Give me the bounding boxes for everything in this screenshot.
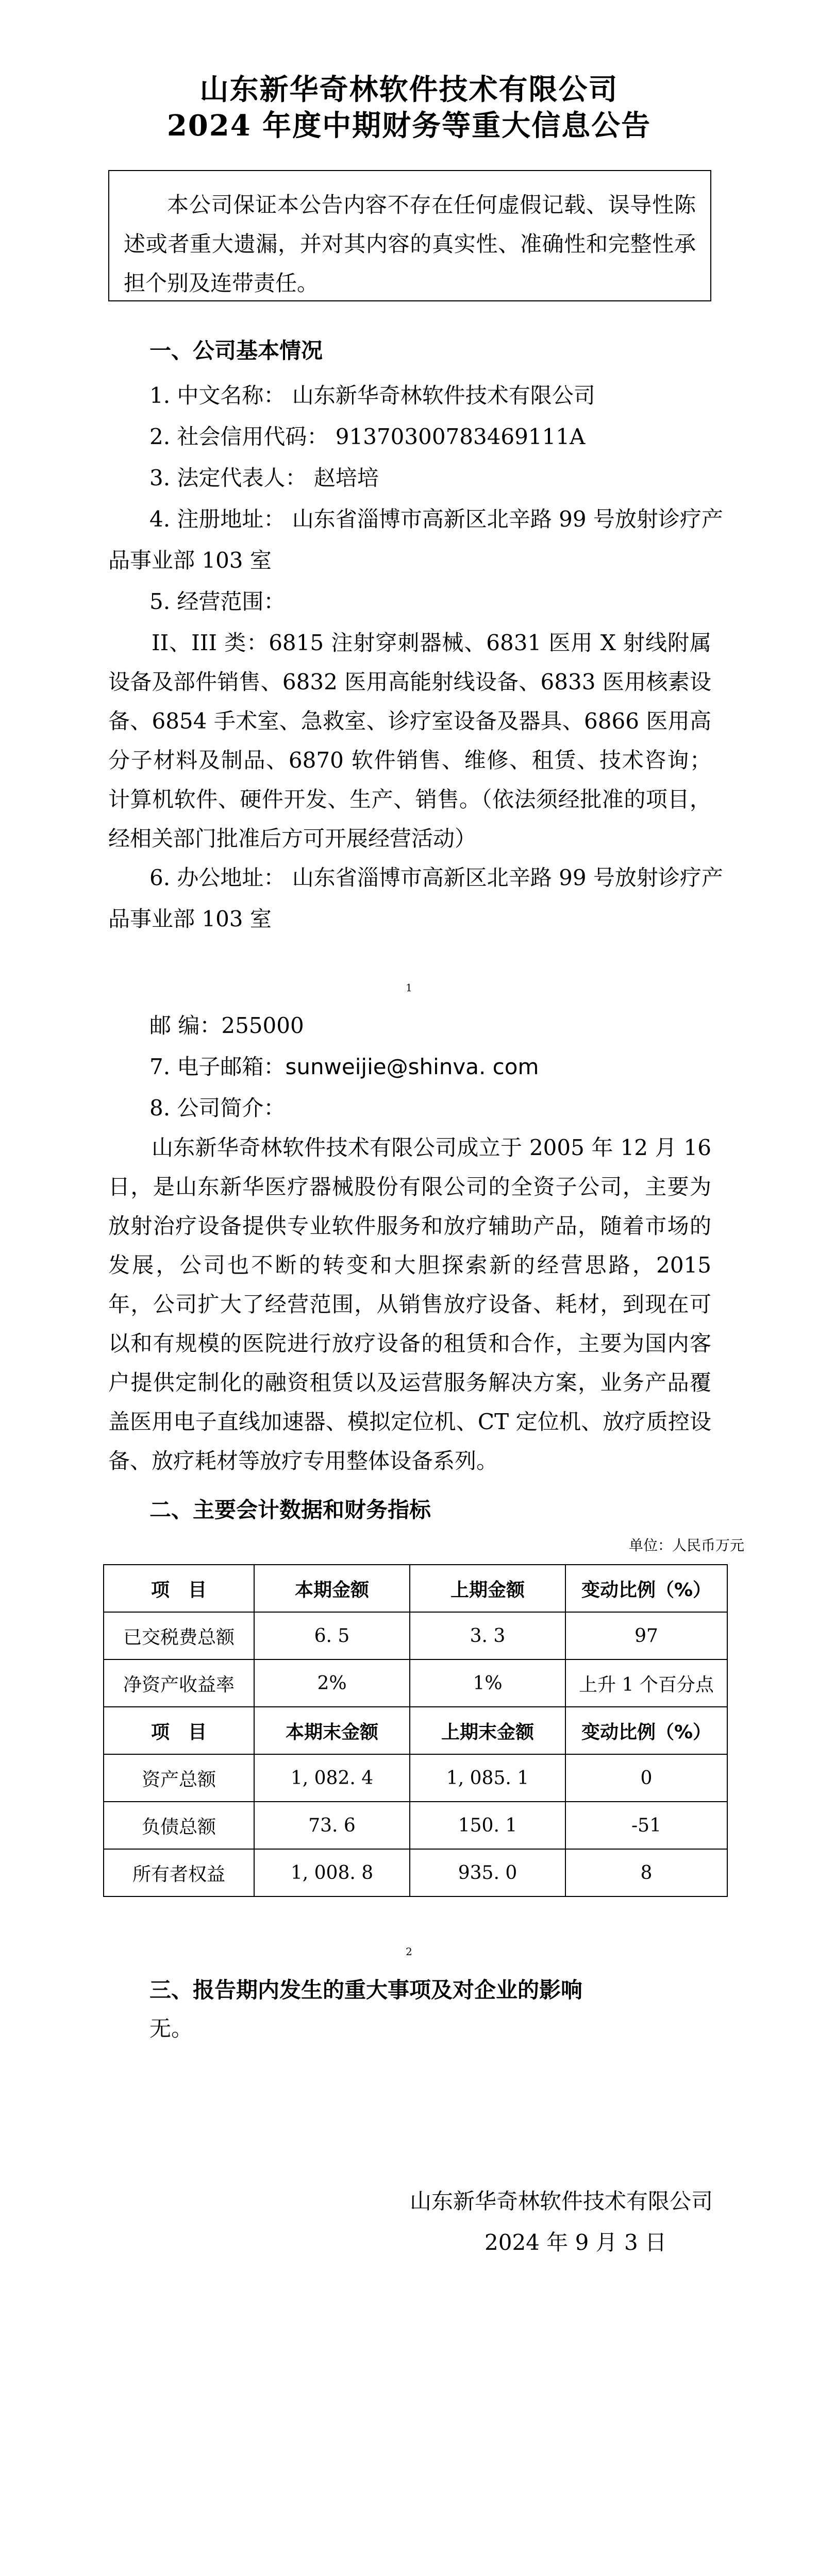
postcode: 邮 编：255000 bbox=[149, 1013, 304, 1038]
table-cell: 150. 1 bbox=[410, 1802, 565, 1849]
header-cell: 变动比例（%） bbox=[565, 1565, 727, 1612]
document-title-line1: 山东新华奇林软件技术有限公司 bbox=[199, 73, 619, 107]
header-cell: 项 目 bbox=[104, 1565, 254, 1612]
table-row bbox=[104, 1659, 727, 1707]
header-cell: 上期金额 bbox=[410, 1565, 565, 1612]
table-cell: 上升 1 个百分点 bbox=[565, 1659, 727, 1707]
table-cell: 8 bbox=[565, 1849, 727, 1896]
table-cell: 1, 085. 1 bbox=[410, 1754, 565, 1802]
registered-address-line2: 品事业部 103 室 bbox=[108, 548, 272, 573]
table-cell: 1% bbox=[410, 1659, 565, 1707]
business-scope-label: 5. 经营范围： bbox=[149, 589, 286, 614]
table-cell: 2% bbox=[254, 1659, 410, 1707]
header-cell: 上期末金额 bbox=[410, 1707, 565, 1754]
table-cell: 6. 5 bbox=[254, 1612, 410, 1659]
table-cell: 净资产收益率 bbox=[104, 1659, 254, 1707]
table-cell: 935. 0 bbox=[410, 1849, 565, 1896]
disclaimer-box: 本公司保证本公告内容不存在任何虚假记载、误导性陈述或者重大遗漏，并对其内容的真实性、准确性和完整性承担个别及连带责任。 bbox=[108, 170, 711, 301]
table-cell: 资产总额 bbox=[104, 1754, 254, 1802]
table-cell: 73. 6 bbox=[254, 1802, 410, 1849]
table-cell: -51 bbox=[565, 1802, 727, 1849]
table-cell: 3. 3 bbox=[410, 1612, 565, 1659]
table-cell: 97 bbox=[565, 1612, 727, 1659]
email-row bbox=[149, 1047, 539, 1087]
credit-code: 2. 社会信用代码： 91370300783469111A bbox=[149, 424, 586, 449]
section-heading-basic-info: 一、公司基本情况 bbox=[149, 338, 323, 363]
table-header-row bbox=[104, 1565, 727, 1612]
page-number-2: 2 bbox=[406, 1945, 412, 1958]
table-row bbox=[104, 1612, 727, 1659]
table-cell: 1, 008. 8 bbox=[254, 1849, 410, 1896]
document-title-line2: 2024 年度中期财务等重大信息公告 bbox=[166, 109, 652, 143]
table-row bbox=[104, 1802, 727, 1849]
intro-label: 8. 公司简介： bbox=[149, 1095, 286, 1121]
office-address-line2: 品事业部 103 室 bbox=[108, 906, 272, 931]
registered-address-line1: 4. 注册地址： 山东省淄博市高新区北辛路 99 号放射诊疗产 bbox=[149, 506, 723, 532]
table-row bbox=[104, 1754, 727, 1802]
section-heading-major-events: 三、报告期内发生的重大事项及对企业的影响 bbox=[149, 1977, 583, 2003]
table-cell: 1, 082. 4 bbox=[254, 1754, 410, 1802]
signature-company: 山东新华奇林软件技术有限公司 bbox=[410, 2189, 713, 2214]
section-heading-financial: 二、主要会计数据和财务指标 bbox=[149, 1497, 431, 1522]
legal-representative: 3. 法定代表人： 赵培培 bbox=[149, 465, 379, 490]
header-cell: 本期金额 bbox=[254, 1565, 410, 1612]
business-scope-text: II、III 类：6815 注射穿刺器械、6831 医用 X 射线附属设备及部件销售、6832 医用高能射线设备、6833 医用核素设备、6854 手术室、急救室、诊疗室设备及器具、6866 医用高分子材料及制品、6870 软件销售、维修、租赁、技术咨询；计算机软件、硬件开发、生产、销售。（依法须经批准的项目，经相关部门批准后方可开展经营活动） bbox=[108, 630, 711, 851]
table-cell: 所有者权益 bbox=[104, 1849, 254, 1896]
header-cell: 项 目 bbox=[104, 1707, 254, 1754]
signature-date: 2024 年 9 月 3 日 bbox=[485, 2230, 667, 2255]
email-link[interactable]: sunweijie@shinva. com bbox=[285, 1054, 539, 1079]
financial-table bbox=[103, 1564, 728, 1897]
company-intro-text: 山东新华奇林软件技术有限公司成立于 2005 年 12 月 16 日，是山东新华医疗器械股份有限公司的全资子公司，主要为放射治疗设备提供专业软件服务和放疗辅助产品，随着市场的发展，公司也不断的转变和大胆探索新的经营思路，2015 年，公司扩大了经营范围，从销售放疗设备、耗材，到现在可以和有规模的医院进行放疗设备的租赁和合作，主要为国内客户提供定制化的融资租赁以及运营服务解决方案，业务产品覆盖医用电子直线加速器、模拟定位机、CT 定位机、放疗质控设备、放疗耗材等放疗专用整体设备系列。 bbox=[108, 1135, 711, 1473]
office-address-line1: 6. 办公地址： 山东省淄博市高新区北辛路 99 号放射诊疗产 bbox=[149, 865, 723, 890]
table-header-row bbox=[104, 1707, 727, 1754]
header-cell: 本期末金额 bbox=[254, 1707, 410, 1754]
company-name: 1. 中文名称： 山东新华奇林软件技术有限公司 bbox=[149, 383, 595, 408]
header-cell: 变动比例（%） bbox=[565, 1707, 727, 1754]
table-cell: 负债总额 bbox=[104, 1802, 254, 1849]
table-row bbox=[104, 1849, 727, 1896]
email-label: 7. 电子邮箱： bbox=[149, 1054, 286, 1079]
page-number-1: 1 bbox=[406, 981, 412, 994]
table-cell: 0 bbox=[565, 1754, 727, 1802]
major-events-content: 无。 bbox=[149, 2016, 193, 2041]
table-cell: 已交税费总额 bbox=[104, 1612, 254, 1659]
unit-note: 单位：人民币万元 bbox=[629, 1537, 745, 1554]
